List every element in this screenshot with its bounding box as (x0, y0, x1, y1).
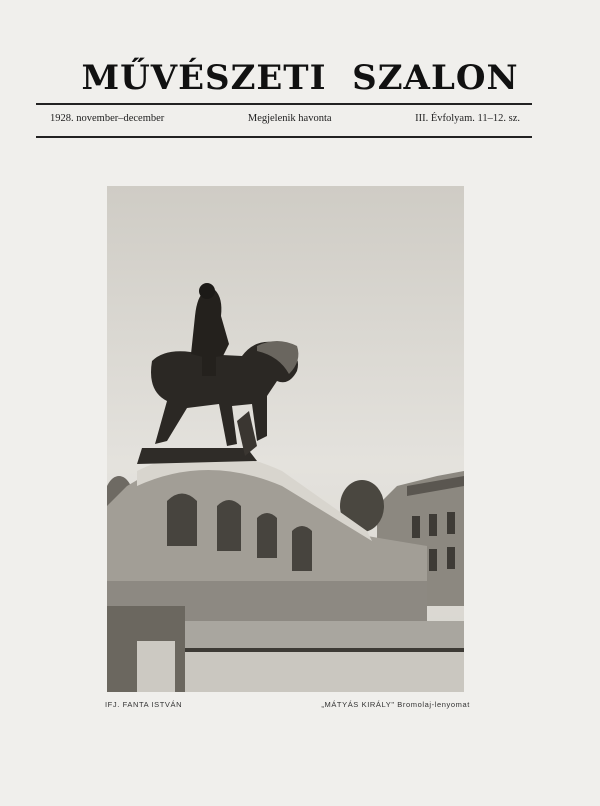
equestrian-statue-image (107, 186, 464, 692)
issue-volume: III. Évfolyam. 11–12. sz. (415, 113, 520, 124)
work-caption: „MÁTYÁS KIRÁLY" Bromolaj-lenyomat (321, 700, 470, 709)
issue-info-line (50, 113, 520, 124)
statue-photograph (107, 186, 464, 692)
masthead-title: MŰVÉSZETI SZALON (81, 58, 519, 98)
top-rule (36, 103, 532, 105)
issue-date: 1928. november–december (50, 113, 165, 124)
bottom-rule (36, 136, 532, 138)
issue-frequency: Megjelenik havonta (247, 113, 332, 124)
artist-caption: IFJ. FANTA ISTVÁN (105, 700, 183, 709)
